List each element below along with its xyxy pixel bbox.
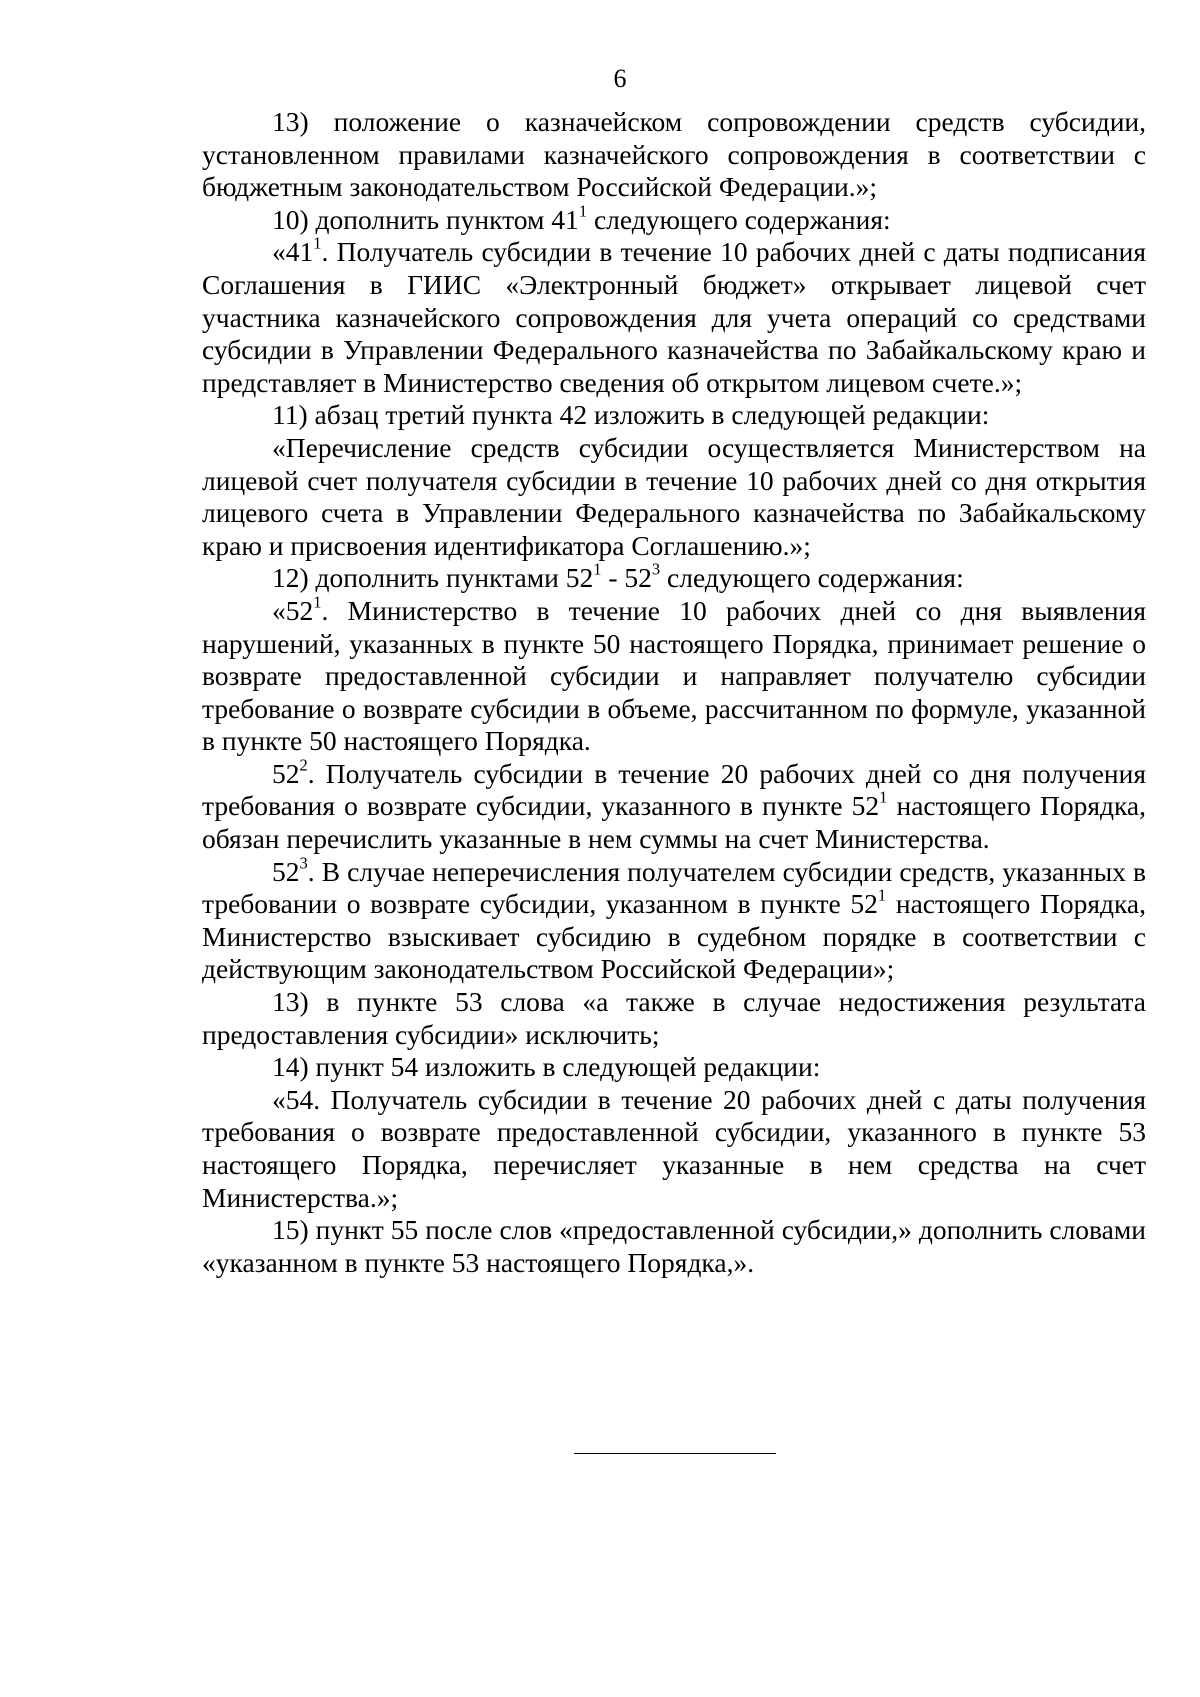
paragraph-text: следующего содержания: (660, 562, 964, 594)
paragraph-text: настоящего Порядка, обязан перечислить указанные в нем суммы на счет Министерства. (202, 790, 1146, 855)
superscript: 1 (877, 885, 887, 905)
paragraph-item-13-clause-53: 13) в пункте 53 слова «а также в случае недостижения результата предоставления субсидии» исключить; (202, 986, 1146, 1050)
paragraph-clause-52-3 (202, 853, 1146, 986)
superscript: 3 (299, 853, 308, 873)
superscript: 2 (299, 755, 308, 775)
paragraph-item-14-clause-54: 14) пункт 54 изложить в следующей редакции: (272, 1051, 821, 1083)
paragraph-text: . Получатель субсидии в течение 10 рабочих дней с даты подписания Соглашения в ГИИС «Электронный бюджет» открывает лицевой счет участника казначейского сопровождения для учета операций со средствами субсидии в Управлении Федерального казначейства по Забайкальскому краю и представляет в Министерство сведения об открытом лицевом счете.»; (202, 236, 1146, 398)
paragraph-clause-42-text: «Перечисление средств субсидии осуществляется Министерством на лицевой счет получателя субсидии в течение 10 рабочих дней со дня открытия лицевого счета в Управлении Федерального казначейства по Забайкальскому краю и присвоения идентификатора Соглашению.»; (202, 431, 1146, 561)
paragraph-item-10-add-41-1 (202, 201, 1146, 237)
paragraph-text: . Министерство в течение 10 рабочих дней со дня выявления нарушений, указанных в пункте 50 настоящего Порядка, принимает решение о возврате предоставленной субсидии и направляет получателю субсидии требование о возврате субсидии в объеме, рассчитанном по формуле, указанной в пункте 50 настоящего Порядка. (202, 594, 1146, 757)
paragraph-clause-54-text: «54. Получатель субсидии в течение 20 рабочих дней с даты получения требования о возврате предоставленной субсидии, указанного в пункте 53 настоящего Порядка, перечисляет указанные в нем средства на счет Министерства.»; (202, 1083, 1146, 1213)
paragraph-text: 52 (272, 855, 300, 887)
document-body (202, 106, 1146, 1279)
superscript: 1 (313, 592, 322, 612)
page-number: 6 (613, 64, 627, 93)
paragraph-text: «41 (272, 236, 314, 268)
paragraph-text: . Получатель субсидии в течение 20 рабочих дней со дня получения требования о возврате субсидии, указанного в пункте 52 (202, 757, 1146, 822)
paragraph-text: - 52 (601, 562, 652, 594)
paragraph-text: . В случае неперечисления получателем субсидии средств, указанных в требовании о возврате субсидии, указанном в пункте 52 (202, 855, 1146, 920)
paragraph-text: 52 (272, 757, 300, 789)
paragraph-text: 12) дополнить пунктами 52 (272, 562, 594, 594)
superscript: 3 (651, 559, 661, 579)
paragraph-clause-41-1 (202, 236, 1146, 399)
paragraph-text: следующего содержания: (587, 203, 891, 235)
superscript: 1 (879, 788, 888, 808)
paragraph-item-11-clause-42: 11) абзац третий пункта 42 изложить в следующей редакции: (272, 399, 990, 431)
superscript: 1 (578, 201, 588, 221)
paragraph-text: «52 (272, 594, 314, 626)
superscript: 1 (313, 234, 322, 253)
end-of-text-rule (574, 1453, 776, 1454)
paragraph-clause-52-1 (202, 592, 1146, 758)
paragraph-item-13-treasury: 13) положение о казначейском сопровождении средств субсидии, установленном правилами казначейского сопровождения в соответствии с бюджетным законодательством Российской Федерации.»; (202, 106, 1146, 203)
paragraph-text: настоящего Порядка, Министерство взыскивает субсидию в судебном порядке в соответствии с действующим законодательством Российской Федерации»; (202, 888, 1146, 985)
paragraph-item-12-add-52 (202, 559, 1146, 595)
superscript: 1 (593, 559, 602, 579)
paragraph-text: 10) дополнить пунктом 41 (272, 203, 579, 235)
paragraph-clause-52-2 (202, 755, 1146, 856)
paragraph-item-15-clause-55: 15) пункт 55 после слов «предоставленной субсидии,» дополнить словами «указанном в пункте 53 настоящего Порядка,». (202, 1214, 1146, 1278)
